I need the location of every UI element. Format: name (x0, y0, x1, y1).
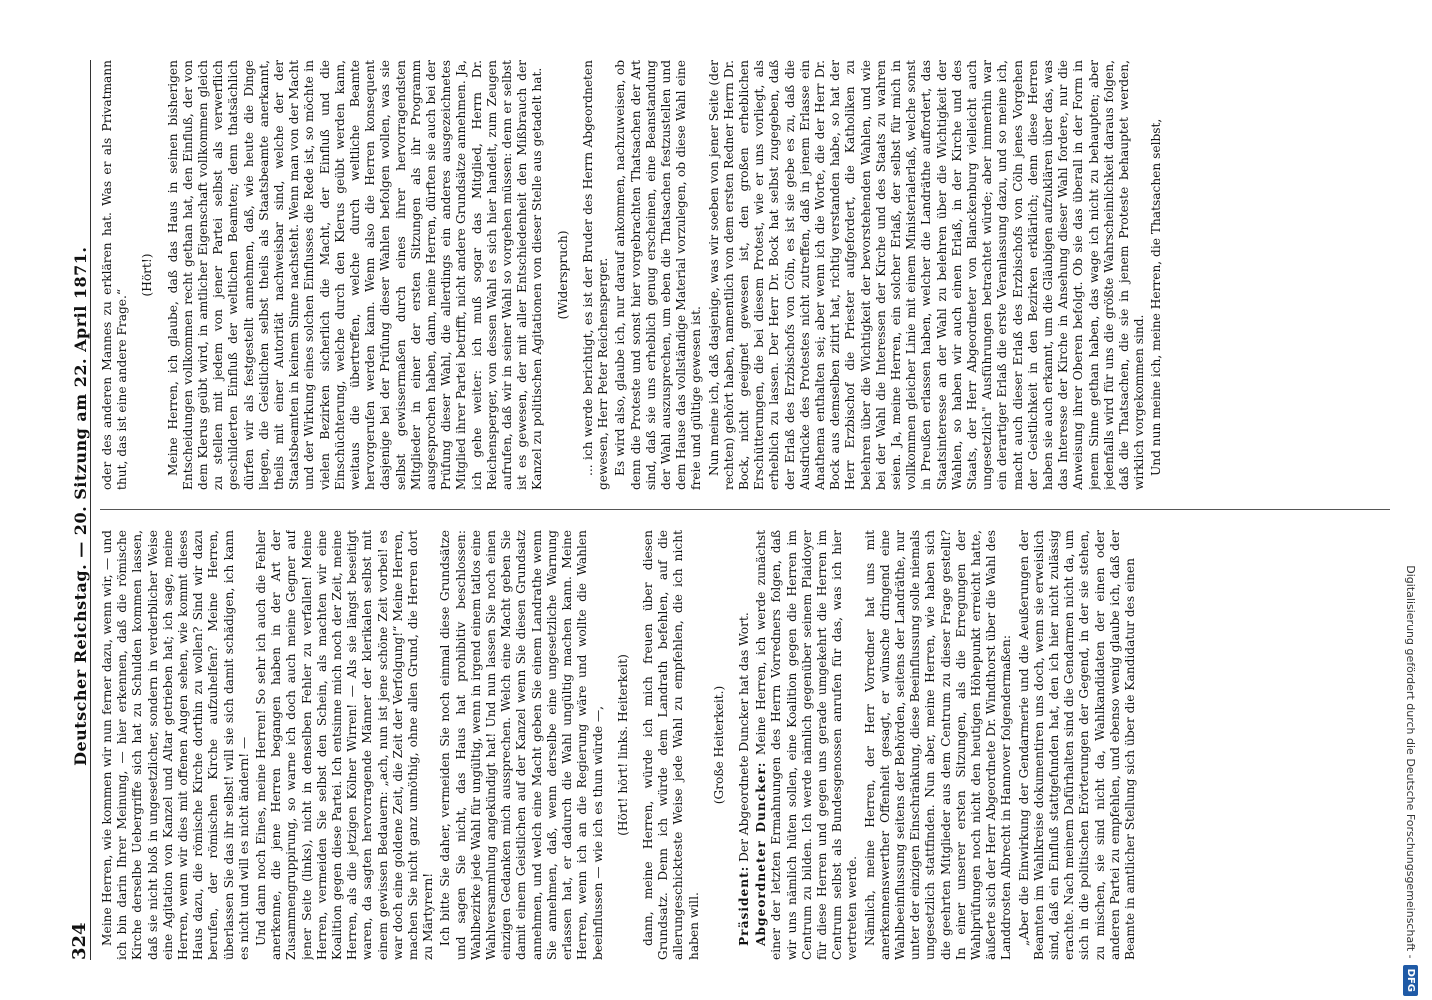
interjection: (Hört!) (140, 253, 155, 297)
page-title: Deutscher Reichstag. — 20. Sitzung am 22. April 1871. (71, 246, 90, 766)
interjection: (Hört! hört! links. Heiterkeit) (615, 654, 630, 836)
paragraph: oder des anderen Mannes zu erklären hat. Was er als Privatmann thut, das ist eine andere Frage.“ (100, 60, 130, 490)
paragraph: Es wird also, glaube ich, nur darauf ankommen, nachzuweisen, ob denn die Proteste und sonst hier vorgebrachten Thatsachen der Art sind, daß sie uns erheblich genug erscheinen, eine Beanstandung der Wahl auszusprechen, um eben die Thatsachen festzustellen und dem Hause das vollständige Material vorzulegen, ob diese Wahl eine freie und gültige gewesen ist. (613, 60, 704, 490)
speaker-name: Präsident: (736, 865, 751, 946)
paragraph: Meine Herren, ich glaube, daß das Haus in seinen bisherigen Entscheidungen vollkommen recht gethan hat, den Einfluß, der von dem Klerus geübt wird, in amtlicher Eigenschaft vollkommen gleich zu stellen mit jedem von jener Partei selbst als verwerflich geschilderten Einfluß der weltlichen Beamten; denn thatsächlich dürfen wir als festgestellt annehmen, daß, wie heute die Dinge liegen, die Geistlichen selbst theils als Staatsbeamte anerkannt, theils mit einer Autorität nachweisbar sind, welche der der Staatsbeamten in keinem Sinne nachsteht. Wenn man von der Macht und der Wirkung eines solchen Einflusses die Rede ist, so möchte in vielen Bezirken sicherlich die Macht, der Einfluß und die Einschüchterung, welche durch den Klerus geübt werden kann, weitaus die übertreffen, welche durch weltliche Beamte hervorgerufen werden kann. Wenn also die Herren konsequent dasjenige bei der Prüfung dieser Wahlen befolgen wollen, was sie selbst gewissermaßen durch eines ihrer hervorragendsten Mitglieder in einer der ersten Sitzungen als ihr Programm ausgesprochen haben, dann, meine Herren, dürften sie auch bei der Prüfung dieser Wahl, die allerdings ein anderes ausgezeichnetes Mitglied ihrer Partei betrifft, nicht andere Grundsätze annehmen. Ja, ich gehe weiter: ich muß sogar das Mitglied, Herrn Dr. Reichensperger, von dessen Wahl es sich hier handelt, zum Zeugen aufrufen, daß wir in seiner Wahl so vorgehen müssen: denn er selbst ist es gewesen, der mit aller Entschiedenheit den Mißbrauch der Kanzel zu politischen Agitationen von dieser Stelle aus getadelt hat. (165, 60, 545, 490)
paragraph: Abgeordneter Duncker: Meine Herren, ich werde zunächst einer der letzten Ermahnungen des Herrn Vorredners folgen, daß wir uns nämlich hüten sollen, eine Koalition gegen die Herren im Centrum zu bilden. Ich werde nämlich gegenüber seinem Plaidoyer für diese Herren und gegen uns gerade umgekehrt die Herren im Centrum selbst als Bundesgenossen anrufen für das, was ich hier vertreten werde. (754, 530, 860, 960)
interjection: (Widerspruch) (555, 230, 570, 320)
speaker-name: Abgeordneter Duncker: (754, 761, 769, 946)
interjection: (Große Heiterkeit.) (711, 685, 726, 805)
paragraph: „Aber die Einwirkung der Gendarmerie und die Aeußerungen der Beamten im Wahlkreise dokumentiren uns doch, wenn sie erweislich sind, daß ein Einfluß stattgefunden hat, den ich hier nicht zulässig erachte. Nach meinem Dafürhalten sind die Gendarmen nicht da, um sich in die politischen Erörterungen der Gegend, in der sie stehen, zu mischen, sie sind nicht da, Wahlkandidaten der einen oder anderen Partei zu empfehlen, und ebenso wenig glaube ich, daß der Beamte in amtlicher Stellung sich über die Kandidatur des einen (1016, 530, 1137, 960)
paragraph: Präsident: Der Abgeordnete Duncker hat das Wort. (736, 612, 751, 946)
dfg-logo-badge: DFG (1404, 965, 1419, 996)
paragraph: Meine Herren, wie kommen wir nun ferner dazu, wenn wir, — und ich bin darin Ihrer Meinung, — hier erkennen, daß die römische Kirche derselbe Uebergriffe sich hat zu Schulden kommen lassen, daß sie nicht bloß in ungesetzlicher, sondern in verderblicher Weise eine Agitation von Kanzel und Altar getrieben hat; ich sage, meine Herren, wenn wir dies mit offenen Augen sehen, wie kommt dieses Haus dazu, die römische Kirche dorthin zu wollen? Sind wir dazu berufen, der römischen Kirche aufzuhelfen? Meine Herren, überlassen Sie das ihr selbst! will sie sich damit schädigen, ich kann es nicht und will es nicht ändern! — (100, 530, 251, 960)
running-header (56, 60, 91, 960)
paragraph: Und dann noch Eines, meine Herren! So sehr ich auch die Fehler anerkenne, die jene Herren begangen haben in der Art der Zusammengruppirung, so warne ich doch auch meine Gegner auf jener Seite (links), nicht in denselben Fehler zu verfallen! Meine Herren, vermeiden Sie selbst den Schein, als machten wir eine Koalition gegen diese Partei. Ich entsinne mich noch der Zeit, meine Herren, als die jetzigen Kölner Wirren! — Als sie längst beseitigt waren, da sagten hervorragende Männer der klerikalen selbst mit einem gewissen Bedauern: „ach, nun ist jene schöne Zeit vorbei! es war doch eine goldene Zeit, die Zeit der Verfolgung!“ Meine Herren, machen Sie nicht ganz unnöthig, ohne allen Grund, die Herren dort zu Märtyrern! (254, 530, 436, 960)
paragraph: Ich bitte Sie daher, vermeiden Sie noch einmal diese Grundsätze und sagen Sie nicht, das Haus hat prohibitiv beschlossen: Wahlbezirke jede Wahl für ungültig, wenn in irgend einem tatlos eine Wahlversammlung angekündigt hat! Und nun lassen Sie noch einen einzigen Gedanken mich aussprechen. Welch eine Macht geben Sie damit einem Geistlichen auf der Kanzel wenn Sie diesen Grundsatz annehmen, und welch eine Macht geben Sie einem Landrathe wenn Sie annehmen, daß, wenn derselbe eine ungesetzliche Warnung erlassen hat, er dadurch die Wahl ungültig machen kann. Meine Herren, wenn ich an die Regierung wäre und wollte die Wahlen beeinflussen — wie ich es thun würde —, (438, 530, 605, 960)
paragraph: ... ich werde berichtigt, es ist der Bruder des Herrn Abgeordneten gewesen, Herr Peter Reichensperger. (580, 60, 611, 490)
page-number: 324 (69, 922, 90, 960)
column-divider (100, 509, 1390, 510)
digitization-credit (1398, 6, 1424, 996)
paragraph: dann, meine Herren, würde ich mich freuen über diesen Grundsatz. Denn ich würde dem Landrath befehlen, auf die allerungeschickteste Weise jede Wahl zu empfehlen, die ich nicht haben will. (640, 530, 701, 960)
text-column-left (100, 530, 1390, 960)
text-column-right (100, 60, 1390, 490)
credit-text: Digitalisierung gefördert durch die Deutsche Forschungsgemeinschaft - (1404, 565, 1418, 959)
paragraph: Nämlich, meine Herren, der Herr Vorredner hat uns mit anerkennenswerther Offenheit gesagt, er wünsche dringend eine Wahlbeeinflussung seitens der Behörden, seitens der Landräthe, nur unter der einzigen Einschränkung, diese Beeinflussung solle niemals ungesetzlich stattfinden. Nun aber, meine Herren, wie haben sich die geehrten Mitglieder aus dem Centrum zu dieser Frage gestellt? In einer unserer ersten Sitzungen, als die Erregungen der Wahlprüfungen noch nicht den heutigen Höhepunkt erreicht hatte, äußerte sich der Herr Abgeordnete Dr. Windthorst über die Wahl des Landdrosten Albrecht in Hannover folgendermaßen: (862, 530, 1014, 960)
paragraph: Nun meine ich, daß dasjenige, was wir soeben von jener Seite (der rechten) gehört haben, namentlich von dem ersten Redner Herrn Dr. Bock, nicht geeignet gewesen ist, den großen erheblichen Erschütterungen, die bei diesem Protest, wie er uns vorliegt, als erheblich zu lassen. Der Herr Dr. Bock hat selbst zugegeben, daß der Erlaß des Erzbischofs von Cöln, es ist sie gebe es zu, daß die Ausdrücke des Protestes nicht zutreffen, daß in jenem Erlasse ein Anathema enthalten sei; aber wenn ich die Worte, die der Herr Dr. Bock aus demselben zitirt hat, richtig verstanden habe, so hat der Herr Erzbischof die Priester aufgefordert, die Katholiken zu belehren über die Wichtigkeit der bevorstehenden Wahlen, und wie bei der Wahl die Interessen der Kirche und des Staats zu wahren seien. Ja, meine Herren, ein solcher Erlaß, der selbst für mich in vollkommen gleicher Linie mit einem Ministerialerlaß, welche sonst in Preußen erlassen haben, welcher die Landräthe auffordert, das Staatsinteresse an der Wahl zu belehren über die Wichtigkeit der Wahlen, so haben wir auch einen Erlaß, in der Kirche und des Staats, der Herr Abgeordneter von Blanckenburg vielleicht auch ungesetzlich" Ausführungen betrachtet würde; aber immerhin war ein derartiger Erlaß die erste Veranlassung dazu, und so meine ich, macht auch dieser Erlaß des Erzbischofs von Cöln jenes Vorgehen der Geistlichkeit in den Bezirken erklärlich; denn diese Herren haben sie auch erkannt, um die Gläubigen aufzuklären über das, was das Interesse der Kirche in Ansehung dieser Wahl fordere, nur die Anweisung ihrer Oberen befolgt. Ob sie das überall in der Form in jenem Sinne gethan haben, das wage ich nicht zu behaupten; aber jedenfalls wird für uns die größte Wahrscheinlichkeit daraus folgen, daß die Thatsachen, die sie in jenem Proteste behauptet werden, wirklich vorgekommen sind. (706, 60, 1147, 490)
paragraph: Und nun meine ich, meine Herren, die Thatsachen selbst, (1149, 118, 1164, 476)
